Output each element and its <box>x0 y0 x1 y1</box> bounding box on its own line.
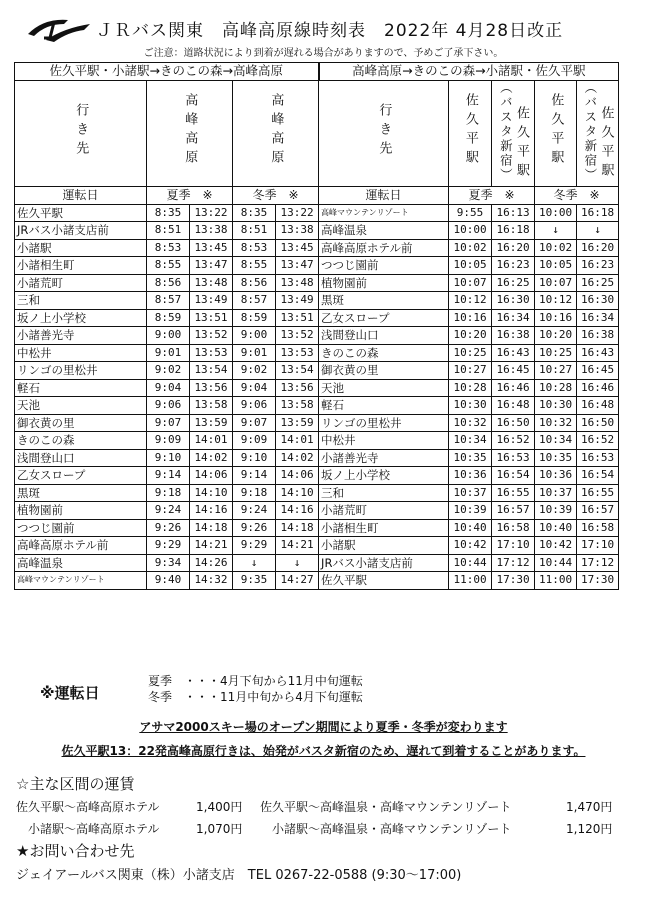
destination-label: 行き先 <box>15 80 147 187</box>
stop-name: つつじ園前 <box>15 519 147 537</box>
winter-afternoon-time: 13:45 <box>276 239 319 257</box>
summer-morning-time: 9:18 <box>147 484 190 502</box>
inbound-winter-dest-1: 佐久平駅 <box>535 80 577 187</box>
summer-afternoon-time: 16:20 <box>492 239 535 257</box>
table-row <box>15 274 619 292</box>
summer-afternoon-time: 16:18 <box>492 222 535 240</box>
table-row <box>15 222 619 240</box>
winter-afternoon-time: 16:53 <box>577 449 619 467</box>
table-row <box>15 362 619 380</box>
summer-afternoon-time: 13:47 <box>190 257 233 275</box>
summer-morning-time: 10:34 <box>449 432 492 450</box>
summer-afternoon-time: 16:38 <box>492 327 535 345</box>
winter-afternoon-time: 16:20 <box>577 239 619 257</box>
destination-label-inbound: 行き先 <box>319 80 449 187</box>
winter-period: 冬季 ・・・11月中旬から4月下旬運転 <box>148 690 363 704</box>
table-row <box>15 204 619 222</box>
winter-morning-time: 9:07 <box>233 414 276 432</box>
inbound-summer-dest-1: 佐久平駅 <box>449 80 492 187</box>
winter-morning-time: 10:39 <box>535 502 577 520</box>
summer-morning-time: 10:00 <box>449 222 492 240</box>
page-title: ＪＲバス関東 高峰高原線時刻表 2022年 4月28日改正 <box>96 21 564 41</box>
summer-morning-time: 9:24 <box>147 502 190 520</box>
winter-afternoon-time: 13:51 <box>276 309 319 327</box>
winter-label: 冬季 ※ <box>233 187 319 205</box>
table-row <box>15 397 619 415</box>
table-row <box>15 327 619 345</box>
winter-morning-time: 10:34 <box>535 432 577 450</box>
winter-morning-time: 9:35 <box>233 572 276 590</box>
stop-name: 三和 <box>15 292 147 310</box>
winter-morning-time: 10:36 <box>535 467 577 485</box>
table-row <box>15 414 619 432</box>
summer-afternoon-time: 14:16 <box>190 502 233 520</box>
winter-afternoon-time: 16:43 <box>577 344 619 362</box>
winter-morning-time: 9:06 <box>233 397 276 415</box>
timetable <box>14 62 619 590</box>
stop-name: 小諸駅 <box>15 239 147 257</box>
winter-afternoon-time: 14:06 <box>276 467 319 485</box>
winter-afternoon-time: 14:27 <box>276 572 319 590</box>
summer-morning-time: 10:02 <box>449 239 492 257</box>
summer-morning-time: 10:20 <box>449 327 492 345</box>
winter-morning-time: 10:05 <box>535 257 577 275</box>
summer-morning-time: 11:00 <box>449 572 492 590</box>
summer-morning-time: 10:30 <box>449 397 492 415</box>
stop-name: 中松井 <box>319 432 449 450</box>
winter-morning-time: 10:20 <box>535 327 577 345</box>
winter-morning-time: 9:14 <box>233 467 276 485</box>
summer-afternoon-time: 14:01 <box>190 432 233 450</box>
table-row <box>15 537 619 555</box>
winter-morning-time: 9:29 <box>233 537 276 555</box>
summer-afternoon-time: 14:02 <box>190 449 233 467</box>
table-row <box>15 379 619 397</box>
summer-afternoon-time: 13:49 <box>190 292 233 310</box>
summer-afternoon-time: 16:13 <box>492 204 535 222</box>
winter-afternoon-time: 14:01 <box>276 432 319 450</box>
table-row <box>15 257 619 275</box>
stop-name: 浅間登山口 <box>15 449 147 467</box>
winter-afternoon-time: ↓ <box>276 554 319 572</box>
stop-name: 天池 <box>15 397 147 415</box>
stop-name: 御衣黄の里 <box>319 362 449 380</box>
summer-morning-time: 9:06 <box>147 397 190 415</box>
winter-morning-time: 10:12 <box>535 292 577 310</box>
summer-morning-time: 10:36 <box>449 467 492 485</box>
stop-name: つつじ園前 <box>319 257 449 275</box>
summer-morning-time: 8:35 <box>147 204 190 222</box>
summer-afternoon-time: 13:54 <box>190 362 233 380</box>
stop-name: 佐久平駅 <box>319 572 449 590</box>
winter-morning-time: ↓ <box>233 554 276 572</box>
summer-morning-time: 10:27 <box>449 362 492 380</box>
summer-morning-time: 8:51 <box>147 222 190 240</box>
fare-price: 1,400円 <box>196 800 243 814</box>
winter-morning-time: 9:09 <box>233 432 276 450</box>
stop-name: リンゴの里松井 <box>15 362 147 380</box>
stop-name: 小諸相生町 <box>15 257 147 275</box>
winter-morning-time: 10:28 <box>535 379 577 397</box>
winter-morning-time: 8:35 <box>233 204 276 222</box>
winter-afternoon-time: 16:34 <box>577 309 619 327</box>
winter-morning-time: 10:30 <box>535 397 577 415</box>
summer-afternoon-time: 17:12 <box>492 554 535 572</box>
summer-morning-time: 10:37 <box>449 484 492 502</box>
summer-morning-time: 9:55 <box>449 204 492 222</box>
stop-name: 高峰マウンテンリゾート <box>15 572 147 590</box>
summer-afternoon-time: 16:34 <box>492 309 535 327</box>
stop-name: 天池 <box>319 379 449 397</box>
summer-period: 夏季 ・・・4月下旬から11月中旬運転 <box>148 674 363 688</box>
summer-afternoon-time: 16:43 <box>492 344 535 362</box>
stop-name: 高峰温泉 <box>15 554 147 572</box>
winter-morning-time: 10:35 <box>535 449 577 467</box>
summer-label: 夏季 ※ <box>449 187 535 205</box>
winter-afternoon-time: 13:56 <box>276 379 319 397</box>
summer-afternoon-time: 16:23 <box>492 257 535 275</box>
summer-morning-time: 9:29 <box>147 537 190 555</box>
summer-afternoon-time: 14:18 <box>190 519 233 537</box>
fare-route: 小諸駅～高峰温泉・高峰マウンテンリゾート <box>272 822 512 836</box>
winter-afternoon-time: 14:16 <box>276 502 319 520</box>
summer-afternoon-time: 16:46 <box>492 379 535 397</box>
stop-name: 小諸荒町 <box>15 274 147 292</box>
winter-afternoon-time: 13:22 <box>276 204 319 222</box>
summer-morning-time: 10:25 <box>449 344 492 362</box>
stop-name: 佐久平駅 <box>15 204 147 222</box>
winter-afternoon-time: 16:23 <box>577 257 619 275</box>
summer-afternoon-time: 13:53 <box>190 344 233 362</box>
winter-afternoon-time: 16:30 <box>577 292 619 310</box>
winter-morning-time: 8:57 <box>233 292 276 310</box>
delay-notice: ご注意：道路状況により到着が遅れる場合がありますので、予めご了承下さい。 <box>143 48 504 59</box>
table-row <box>15 467 619 485</box>
table-row <box>15 432 619 450</box>
winter-afternoon-time: 16:25 <box>577 274 619 292</box>
inbound-summer-dest-2: （バスタ新宿）佐久平駅 <box>492 80 535 187</box>
stop-name: 三和 <box>319 484 449 502</box>
winter-afternoon-time: 16:48 <box>577 397 619 415</box>
contact-title: ★お問い合わせ先 <box>16 842 135 860</box>
summer-morning-time: 9:10 <box>147 449 190 467</box>
days-label: 運転日 <box>15 187 147 205</box>
stop-name: 植物園前 <box>319 274 449 292</box>
stop-name: 高峰温泉 <box>319 222 449 240</box>
summer-afternoon-time: 16:57 <box>492 502 535 520</box>
winter-afternoon-time: 16:57 <box>577 502 619 520</box>
winter-afternoon-time: 13:47 <box>276 257 319 275</box>
winter-morning-time: 10:00 <box>535 204 577 222</box>
summer-afternoon-time: 14:21 <box>190 537 233 555</box>
winter-afternoon-time: 14:02 <box>276 449 319 467</box>
summer-morning-time: 9:09 <box>147 432 190 450</box>
stop-name: 小諸善光寺 <box>319 449 449 467</box>
summer-afternoon-time: 16:52 <box>492 432 535 450</box>
winter-morning-time: 8:53 <box>233 239 276 257</box>
summer-afternoon-time: 13:48 <box>190 274 233 292</box>
stop-name: 中松井 <box>15 344 147 362</box>
winter-afternoon-time: 17:12 <box>577 554 619 572</box>
stop-name: きのこの森 <box>15 432 147 450</box>
winter-morning-time: 10:44 <box>535 554 577 572</box>
winter-morning-time: 10:40 <box>535 519 577 537</box>
winter-afternoon-time: ↓ <box>577 222 619 240</box>
fare-route: 佐久平駅～高峰高原ホテル <box>16 800 160 814</box>
winter-afternoon-time: 16:46 <box>577 379 619 397</box>
summer-morning-time: 8:53 <box>147 239 190 257</box>
winter-afternoon-time: 17:10 <box>577 537 619 555</box>
jr-bus-logo-icon <box>24 14 94 44</box>
fare-route: 小諸駅～高峰高原ホテル <box>28 822 160 836</box>
summer-morning-time: 8:57 <box>147 292 190 310</box>
table-row <box>15 292 619 310</box>
winter-morning-time: 11:00 <box>535 572 577 590</box>
stop-name: 黒斑 <box>15 484 147 502</box>
stop-name: 御衣黄の里 <box>15 414 147 432</box>
summer-afternoon-time: 16:30 <box>492 292 535 310</box>
winter-morning-time: 9:26 <box>233 519 276 537</box>
season-change-note: アサマ2000スキー場のオープン期間により夏季・冬季が変わります <box>139 720 508 734</box>
summer-afternoon-time: 13:52 <box>190 327 233 345</box>
winter-morning-time: ↓ <box>535 222 577 240</box>
summer-morning-time: 10:32 <box>449 414 492 432</box>
winter-afternoon-time: 16:54 <box>577 467 619 485</box>
stop-name: 坂ノ上小学校 <box>319 467 449 485</box>
summer-morning-time: 8:56 <box>147 274 190 292</box>
summer-morning-time: 10:05 <box>449 257 492 275</box>
summer-afternoon-time: 17:10 <box>492 537 535 555</box>
summer-morning-time: 10:28 <box>449 379 492 397</box>
stop-name: 坂ノ上小学校 <box>15 309 147 327</box>
winter-morning-time: 10:42 <box>535 537 577 555</box>
winter-morning-time: 8:55 <box>233 257 276 275</box>
summer-morning-time: 8:55 <box>147 257 190 275</box>
stop-name: 小諸荒町 <box>319 502 449 520</box>
summer-afternoon-time: 13:22 <box>190 204 233 222</box>
winter-morning-time: 10:27 <box>535 362 577 380</box>
stop-name: 浅間登山口 <box>319 327 449 345</box>
stop-name: 小諸相生町 <box>319 519 449 537</box>
header <box>0 12 647 46</box>
summer-morning-time: 9:26 <box>147 519 190 537</box>
summer-morning-time: 9:14 <box>147 467 190 485</box>
summer-afternoon-time: 14:26 <box>190 554 233 572</box>
winter-morning-time: 10:37 <box>535 484 577 502</box>
summer-morning-time: 9:34 <box>147 554 190 572</box>
summer-afternoon-time: 13:38 <box>190 222 233 240</box>
delay-note: 佐久平駅13：22発高峰高原行きは、始発がバスタ新宿のため、遅れて到着することがあります。 <box>61 744 586 758</box>
stop-name: 乙女スロープ <box>15 467 147 485</box>
winter-afternoon-time: 16:52 <box>577 432 619 450</box>
contact-info: ジェイアールバス関東（株）小諸支店 TEL 0267-22-0588 (9:30～17:00) <box>16 868 462 883</box>
stop-name: リンゴの里松井 <box>319 414 449 432</box>
fare-price: 1,470円 <box>566 800 613 814</box>
winter-morning-time: 10:02 <box>535 239 577 257</box>
table-row <box>15 484 619 502</box>
winter-morning-time: 9:18 <box>233 484 276 502</box>
summer-morning-time: 9:40 <box>147 572 190 590</box>
stop-name: 高峰高原ホテル前 <box>319 239 449 257</box>
summer-morning-time: 9:07 <box>147 414 190 432</box>
winter-morning-time: 10:25 <box>535 344 577 362</box>
direction-inbound: 高峰高原→きのこの森→小諸駅・佐久平駅 <box>319 63 619 81</box>
winter-afternoon-time: 16:18 <box>577 204 619 222</box>
fare-price: 1,120円 <box>566 822 613 836</box>
fare-price: 1,070円 <box>196 822 243 836</box>
stop-name: きのこの森 <box>319 344 449 362</box>
summer-morning-time: 9:04 <box>147 379 190 397</box>
table-row <box>15 554 619 572</box>
summer-morning-time: 9:02 <box>147 362 190 380</box>
summer-afternoon-time: 16:58 <box>492 519 535 537</box>
table-row <box>15 449 619 467</box>
summer-morning-time: 10:39 <box>449 502 492 520</box>
fare-route: 佐久平駅～高峰温泉・高峰マウンテンリゾート <box>260 800 512 814</box>
winter-afternoon-time: 13:59 <box>276 414 319 432</box>
inbound-winter-dest-2: （バスタ新宿）佐久平駅 <box>577 80 619 187</box>
stop-name: JRバス小諸支店前 <box>15 222 147 240</box>
operating-days-label: ※運転日 <box>40 684 100 702</box>
summer-afternoon-time: 16:48 <box>492 397 535 415</box>
summer-destination: 高峰高原 <box>147 80 233 187</box>
winter-morning-time: 9:24 <box>233 502 276 520</box>
winter-label: 冬季 ※ <box>535 187 619 205</box>
winter-morning-time: 9:10 <box>233 449 276 467</box>
table-row <box>15 572 619 590</box>
stop-name: 高峰マウンテンリゾート <box>319 204 449 222</box>
summer-afternoon-time: 13:56 <box>190 379 233 397</box>
summer-morning-time: 10:07 <box>449 274 492 292</box>
summer-morning-time: 10:42 <box>449 537 492 555</box>
stop-name: 黒斑 <box>319 292 449 310</box>
winter-afternoon-time: 17:30 <box>577 572 619 590</box>
winter-afternoon-time: 13:52 <box>276 327 319 345</box>
summer-morning-time: 8:59 <box>147 309 190 327</box>
winter-afternoon-time: 13:48 <box>276 274 319 292</box>
winter-morning-time: 10:07 <box>535 274 577 292</box>
winter-morning-time: 8:51 <box>233 222 276 240</box>
summer-afternoon-time: 13:58 <box>190 397 233 415</box>
summer-morning-time: 10:12 <box>449 292 492 310</box>
summer-afternoon-time: 16:53 <box>492 449 535 467</box>
winter-afternoon-time: 14:10 <box>276 484 319 502</box>
stop-name: 軽石 <box>15 379 147 397</box>
winter-destination: 高峰高原 <box>233 80 319 187</box>
stop-name: 乙女スロープ <box>319 309 449 327</box>
winter-afternoon-time: 16:58 <box>577 519 619 537</box>
summer-morning-time: 10:40 <box>449 519 492 537</box>
table-row <box>15 239 619 257</box>
table-row <box>15 309 619 327</box>
summer-afternoon-time: 16:50 <box>492 414 535 432</box>
winter-afternoon-time: 13:38 <box>276 222 319 240</box>
winter-morning-time: 10:16 <box>535 309 577 327</box>
operating-days <box>148 673 363 705</box>
winter-afternoon-time: 14:18 <box>276 519 319 537</box>
table-row <box>15 502 619 520</box>
stop-name: 軽石 <box>319 397 449 415</box>
summer-morning-time: 9:01 <box>147 344 190 362</box>
summer-morning-time: 10:44 <box>449 554 492 572</box>
summer-afternoon-time: 13:45 <box>190 239 233 257</box>
winter-afternoon-time: 14:21 <box>276 537 319 555</box>
summer-afternoon-time: 16:25 <box>492 274 535 292</box>
table-row <box>15 519 619 537</box>
summer-afternoon-time: 14:32 <box>190 572 233 590</box>
fares-title: ☆主な区間の運賃 <box>16 775 135 793</box>
winter-afternoon-time: 13:49 <box>276 292 319 310</box>
summer-afternoon-time: 16:54 <box>492 467 535 485</box>
summer-label: 夏季 ※ <box>147 187 233 205</box>
winter-morning-time: 9:01 <box>233 344 276 362</box>
direction-outbound: 佐久平駅・小諸駅→きのこの森→高峰高原 <box>15 63 319 81</box>
summer-afternoon-time: 14:06 <box>190 467 233 485</box>
summer-afternoon-time: 14:10 <box>190 484 233 502</box>
summer-morning-time: 9:00 <box>147 327 190 345</box>
winter-morning-time: 9:02 <box>233 362 276 380</box>
winter-afternoon-time: 13:58 <box>276 397 319 415</box>
summer-afternoon-time: 16:55 <box>492 484 535 502</box>
stop-name: 小諸善光寺 <box>15 327 147 345</box>
stop-name: 小諸駅 <box>319 537 449 555</box>
days-label: 運転日 <box>319 187 449 205</box>
summer-morning-time: 10:16 <box>449 309 492 327</box>
winter-morning-time: 9:00 <box>233 327 276 345</box>
summer-morning-time: 10:35 <box>449 449 492 467</box>
winter-morning-time: 8:56 <box>233 274 276 292</box>
winter-morning-time: 9:04 <box>233 379 276 397</box>
summer-afternoon-time: 13:51 <box>190 309 233 327</box>
winter-afternoon-time: 16:38 <box>577 327 619 345</box>
winter-afternoon-time: 13:54 <box>276 362 319 380</box>
winter-morning-time: 10:32 <box>535 414 577 432</box>
summer-afternoon-time: 16:45 <box>492 362 535 380</box>
stop-name: JRバス小諸支店前 <box>319 554 449 572</box>
winter-afternoon-time: 16:50 <box>577 414 619 432</box>
summer-afternoon-time: 17:30 <box>492 572 535 590</box>
table-row <box>15 344 619 362</box>
winter-afternoon-time: 16:45 <box>577 362 619 380</box>
summer-afternoon-time: 13:59 <box>190 414 233 432</box>
winter-morning-time: 8:59 <box>233 309 276 327</box>
winter-afternoon-time: 16:55 <box>577 484 619 502</box>
winter-afternoon-time: 13:53 <box>276 344 319 362</box>
stop-name: 植物園前 <box>15 502 147 520</box>
stop-name: 高峰高原ホテル前 <box>15 537 147 555</box>
